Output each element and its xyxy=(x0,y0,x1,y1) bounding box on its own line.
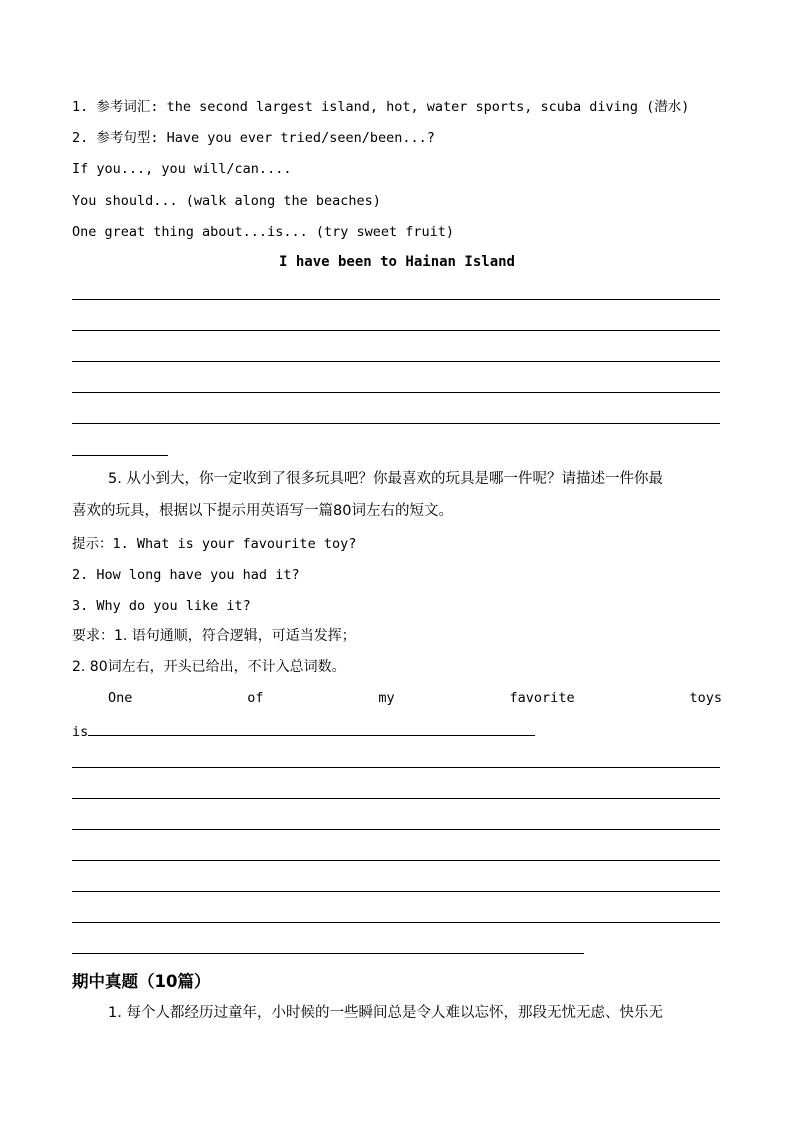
writing-line[interactable] xyxy=(72,798,720,799)
writing-line-last[interactable] xyxy=(72,953,584,954)
opening-is: is xyxy=(72,724,89,740)
section-heading: 期中真题（10篇） xyxy=(72,972,211,991)
writing-line[interactable] xyxy=(72,829,720,830)
q5-hint2: 2. How long have you had it? xyxy=(72,567,300,583)
sentence-pattern-line: 2. 参考句型: Have you ever tried/seen/been...? xyxy=(72,130,435,146)
pattern-should: You should... (walk along the beaches) xyxy=(72,193,381,209)
opening-word: my xyxy=(378,690,395,706)
opening-word: of xyxy=(247,690,264,706)
writing-line[interactable] xyxy=(72,330,720,331)
writing-line-short[interactable] xyxy=(72,455,168,456)
essay-title: I have been to Hainan Island xyxy=(278,254,515,270)
pattern-great: One great thing about...is... (try sweet fruit) xyxy=(72,224,455,240)
writing-line[interactable] xyxy=(72,860,720,861)
opening-word: favorite xyxy=(509,690,575,706)
writing-line[interactable] xyxy=(72,299,720,300)
essay-opening-is xyxy=(72,721,535,741)
writing-line[interactable] xyxy=(72,423,720,424)
q5-hint1: 提示：1. What is your favourite toy? xyxy=(72,536,357,552)
q5-req1: 要求：1. 语句通顺，符合逻辑，可适当发挥； xyxy=(72,628,356,644)
q5-req2: 2. 80词左右，开头已给出，不计入总词数。 xyxy=(72,659,346,675)
writing-line[interactable] xyxy=(72,361,720,362)
opening-word: toys xyxy=(689,690,722,706)
essay-opening xyxy=(108,690,722,706)
q5-intro-line1: 5. 从小到大，你一定收到了很多玩具吧？你最喜欢的玩具是哪一件呢？请描述一件你最 xyxy=(108,471,663,487)
question-1-line: 1. 每个人都经历过童年，小时候的一些瞬间总是令人难以忘怀，那段无忧无虑、快乐无 xyxy=(108,1005,663,1021)
writing-line[interactable] xyxy=(72,891,720,892)
writing-line[interactable] xyxy=(72,767,720,768)
opening-word: One xyxy=(108,690,133,706)
pattern-if: If you..., you will/can.... xyxy=(72,161,292,177)
writing-line[interactable] xyxy=(72,922,720,923)
q5-hint3: 3. Why do you like it? xyxy=(72,598,251,614)
writing-line[interactable] xyxy=(72,392,720,393)
q5-intro-line2: 喜欢的玩具，根据以下提示用英语写一篇80词左右的短文。 xyxy=(72,503,453,519)
vocab-line: 1. 参考词汇: the second largest island, hot, water sports, scuba diving (潜水) xyxy=(72,99,690,115)
answer-blank[interactable] xyxy=(88,721,535,736)
